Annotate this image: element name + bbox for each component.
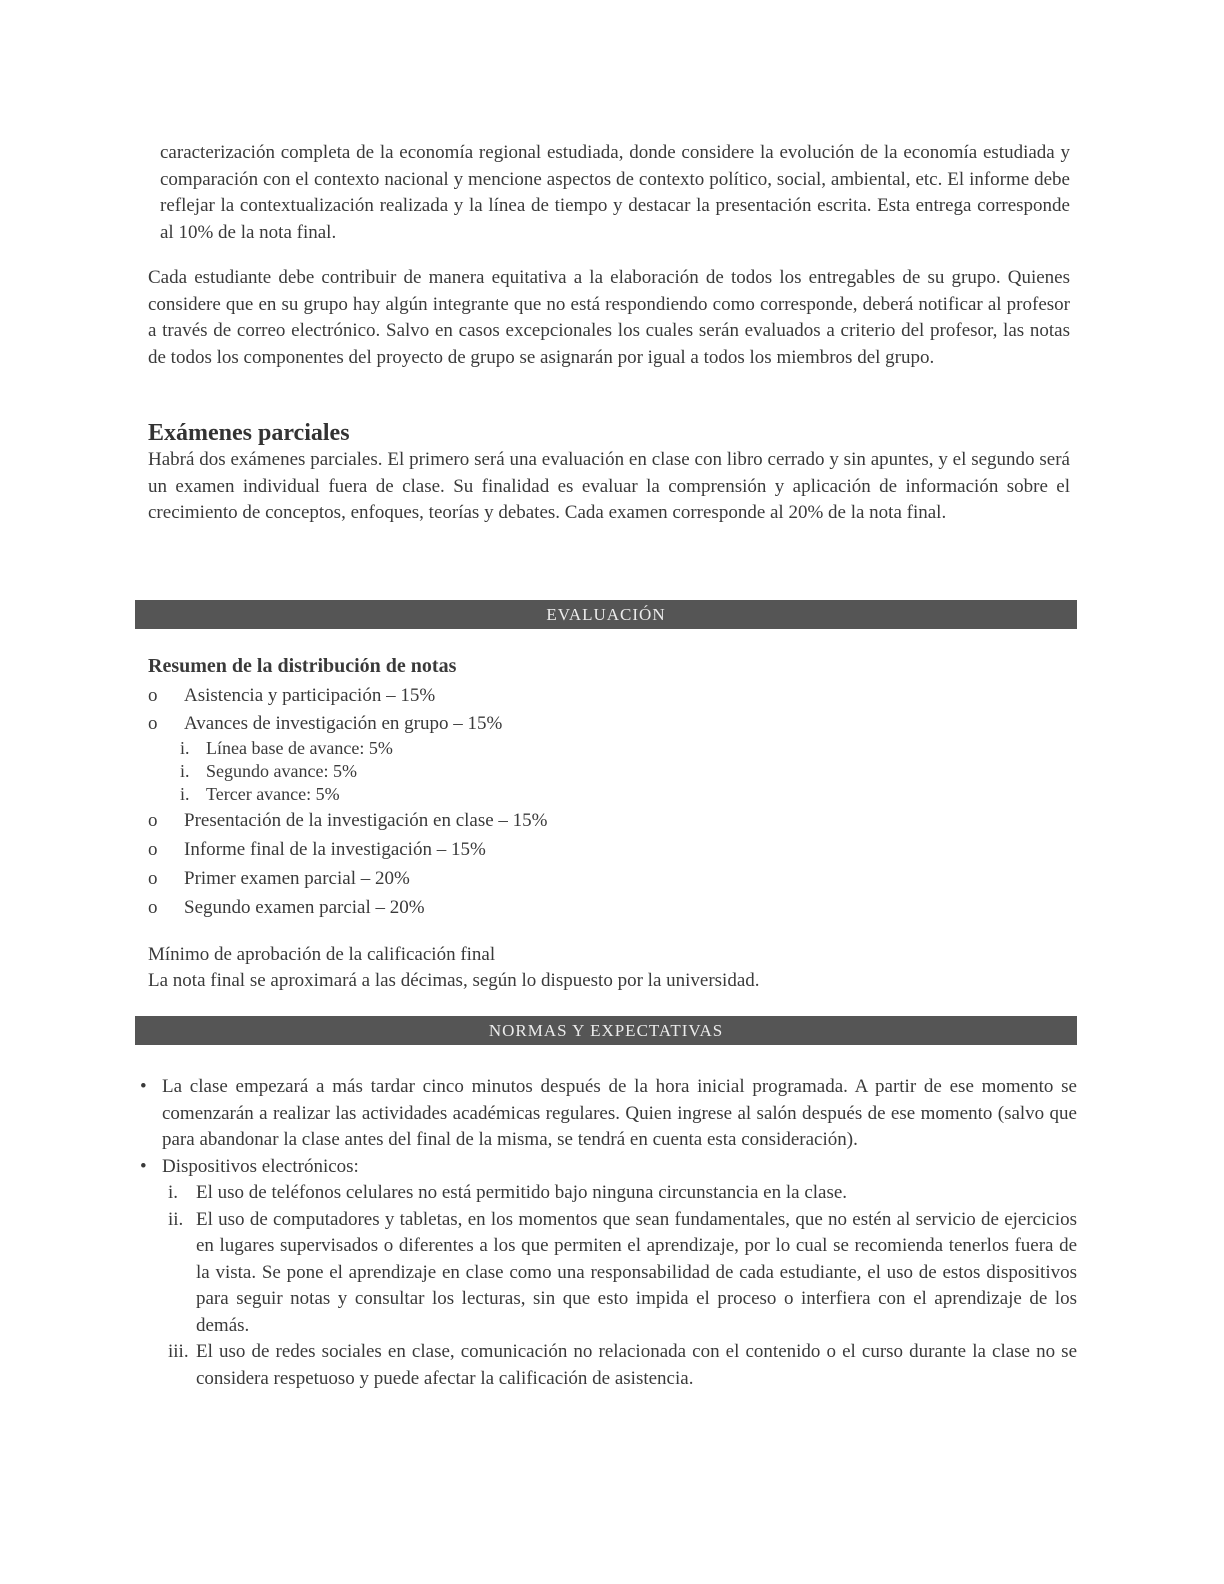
distribution-title: Resumen de la distribución de notas: [148, 655, 457, 677]
list-item-text: Primer examen parcial – 20%: [184, 868, 410, 889]
list-item-text: Segundo examen parcial – 20%: [184, 897, 425, 918]
group-paragraph: Cada estudiante debe contribuir de manera equitativa a la elaboración de todos los entregables de su grupo. Quienes considere que en su grupo hay algún integrante que no está respondiendo como corresponde, deberá notificar al profesor a través de correo electrónico. Salvo en casos excepcionales los cuales serán evaluados a criterio del profesor, las notas de todos los componentes del proyecto de grupo se asignarán por igual a todos los miembros del grupo.: [148, 267, 1070, 368]
list-marker: o: [148, 897, 158, 918]
bullet-marker: •: [140, 1155, 147, 1177]
list-marker: o: [148, 839, 158, 860]
sub-list-marker: i.: [180, 738, 190, 758]
list-marker: o: [148, 685, 158, 706]
sub-list: [176, 737, 848, 806]
exams-heading: Exámenes parciales: [148, 420, 350, 446]
list-item-text: La clase empezará a más tardar cinco minutos después de la hora inicial programada. A partir de ese momento se comenzarán a realizar las actividades académicas regulares. Quien ingrese al salón después de ese momento (salvo que para abandonar la clase antes del final de la misma, se tendrá en cuenta esta consideración).: [162, 1076, 1077, 1150]
sub-list-item: [162, 1207, 1077, 1340]
sub-list-marker: i.: [180, 784, 190, 804]
sub-list-item-text: El uso de computadores y tabletas, en los momentos que sean fundamentales, que no estén al servicio de ejercicios en lugares supervisados o diferentes a los que permiten el aprendizaje, por lo cual se recomienda tenerlos fuera de la vista. Se pone el aprendizaje en clase como una responsabilidad de cada estudiante, el uso de estos dispositivos para seguir notas y consultar los lecturas, sin que esto impida el proceso o interfiera con el aprendizaje de los demás.: [196, 1208, 1077, 1336]
sub-list-item-text: Línea base de avance: 5%: [206, 738, 393, 758]
sub-list-item: [176, 760, 848, 783]
sub-list-item-text: Segundo avance: 5%: [206, 761, 357, 781]
list-item-text: Asistencia y participación – 15%: [184, 685, 436, 706]
sub-list-marker: i.: [180, 761, 190, 781]
list-item-text: Avances de investigación en grupo – 15%: [184, 713, 503, 734]
sub-list-item-text: El uso de teléfonos celulares no está permitido bajo ninguna circunstancia en la clase.: [196, 1182, 848, 1203]
sub-list-marker: ii.: [168, 1208, 184, 1230]
sub-list: [162, 1180, 1077, 1392]
sub-list-item: [176, 783, 848, 806]
list-item: [140, 1074, 1077, 1154]
sub-list-marker: i.: [168, 1182, 179, 1203]
top-paragraph: caracterización completa de la economía regional estudiada, donde considere la evolución de la economía estudiada y comparación con el contexto nacional y mencione aspectos de contexto político, social, ambiental, etc. El informe debe reflejar la contextualización realizada y la línea de tiempo y destacar la presentación escrita. Esta entrega corresponde al 10% de la nota final.: [160, 142, 1070, 243]
list-item: [148, 711, 848, 806]
sub-list-item-text: El uso de redes sociales en clase, comunicación no relacionada con el contenido o el curso durante la clase no se considera respetuoso y puede afectar la calificación de asistencia.: [196, 1341, 1077, 1389]
note-line-1: Mínimo de aprobación de la calificación final: [148, 944, 496, 965]
sub-list-item: [162, 1339, 1077, 1392]
norms-list: [140, 1074, 1077, 1392]
sub-list-item: [162, 1180, 1077, 1207]
note-line-2: La nota final se aproximará a las décimas, según lo dispuesto por la universidad.: [148, 970, 760, 991]
normas-section-bar: NORMAS Y EXPECTATIVAS: [135, 1016, 1077, 1045]
list-item-text: Informe final de la investigación – 15%: [184, 839, 486, 860]
list-item: [148, 893, 848, 922]
list-item-text: Presentación de la investigación en clase – 15%: [184, 810, 548, 831]
bullet-marker: •: [140, 1076, 147, 1097]
list-item: [148, 806, 848, 835]
exams-paragraph: Habrá dos exámenes parciales. El primero será una evaluación en clase con libro cerrado y sin apuntes, y el segundo será un examen individual fuera de clase. Su finalidad es evaluar la comprensión y aplicación de información sobre el crecimiento de conceptos, enfoques, teorías y debates. Cada examen corresponde al 20% de la nota final.: [148, 449, 1070, 523]
list-marker: o: [148, 713, 158, 734]
list-item-text: Dispositivos electrónicos:: [162, 1155, 359, 1177]
list-marker: o: [148, 810, 158, 831]
evaluacion-section-bar: EVALUACIÓN: [135, 600, 1077, 629]
list-item: [140, 1154, 1077, 1393]
sub-list-item-text: Tercer avance: 5%: [206, 784, 340, 804]
sub-list-item: [176, 737, 848, 760]
list-item: [148, 683, 848, 711]
list-marker: o: [148, 868, 158, 889]
list-item: [148, 835, 848, 864]
sub-list-marker: iii.: [168, 1341, 189, 1362]
list-item: [148, 864, 848, 893]
distribution-list: [148, 683, 848, 922]
